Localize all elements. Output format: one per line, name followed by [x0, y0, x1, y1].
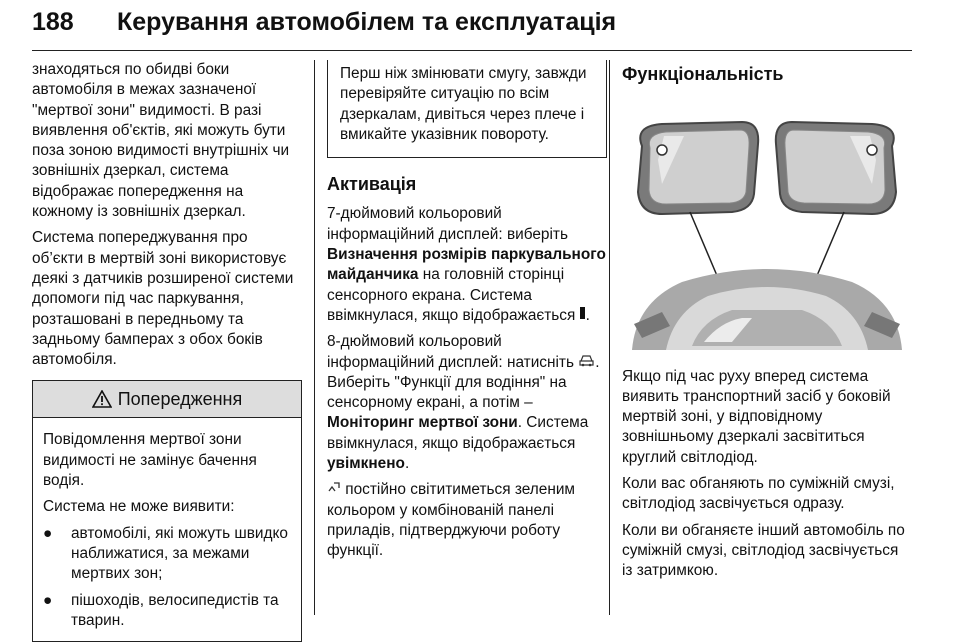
page-number: 188 [32, 8, 74, 36]
warning-triangle-icon [92, 390, 112, 408]
paragraph: Коли вас обганяють по суміжній смузі, світлодіод засвічується одразу. [622, 475, 895, 513]
warning-text: Повідомлення мертвої зони видимості не замінує бачення водія. [43, 431, 257, 490]
warning-header [33, 381, 301, 418]
bullet-icon: ● [43, 524, 53, 542]
paragraph: Система попереджування про об’єкти в мертвій зоні використовує деякі з датчиків розширеної системи допомоги під час паркування, розташовані в передньому та задньому бамперах з обох боків автомобіля. [32, 229, 294, 369]
section-title: Функціональність [622, 64, 784, 84]
column-1 [32, 60, 302, 642]
page-header [32, 4, 912, 51]
note-text: Перш ніж змінювати смугу, завжди перевіряйте ситуацію по всім дзеркалам, дивіться через плече і вмикайте указівник повороту. [340, 65, 587, 143]
warning-text: Система не може виявити: [43, 498, 235, 516]
list-item-text: автомобілі, які можуть швидко наближатися, за межами мертвих зон; [71, 524, 288, 583]
paragraph: 8-дюймовий кольоровий інформаційний дисплей: натисніть . Виберіть "Функції для водіння" на сенсорному екрані, а потім – Моніторинг мертвої зони. Система ввімкнулася, якщо відображається увімкнено. [327, 333, 600, 473]
note-box [327, 60, 607, 158]
warning-body [33, 418, 301, 641]
list-item-text: пішоходів, велосипедистів та тварин. [71, 591, 279, 629]
paragraph: знаходяться по обидві боки автомобіля в межах зазначеної "мертвої зони" видимості. В разі виявлення об'єктів, які можуть бути поза зоною видимості внутрішніх чи зовнішніх дзеркал, система відображає попередження на кожному із зовнішніх дзеркал. [32, 61, 290, 221]
list-item [43, 524, 291, 585]
column-3 [622, 60, 912, 588]
car-driving-icon [578, 353, 595, 367]
warning-box [32, 380, 302, 642]
paragraph: постійно світитиметься зеленим кольором у комбінованій панелі приладів, підтверджуючи роботу функції. [327, 481, 576, 560]
list-item [43, 591, 291, 632]
section-title: Активація [327, 174, 417, 195]
column-divider [314, 60, 315, 615]
paragraph: 7-дюймовий кольоровий інформаційний дисплей: виберіть Визначення розмірів паркувального майданчика на головній сторінці сенсорного екрана. Система ввімкнулася, якщо відображається . [327, 205, 606, 324]
blind-spot-indicator-icon [327, 480, 341, 494]
paragraph: Коли ви обганяєте інший автомобіль по суміжній смузі, світлодіод засвічується із затримкою. [622, 521, 905, 580]
bullet-icon: ● [43, 591, 53, 609]
side-mirror-illustration [622, 106, 912, 350]
warning-title: Попередження [117, 389, 243, 410]
column-2 [327, 60, 607, 568]
column-divider [609, 60, 610, 615]
page-title: Керування автомобілем та експлуатація [117, 8, 617, 36]
paragraph: Якщо під час руху вперед система виявить транспортний засіб у боковій мертвій зоні, у відповідному зовнішньому дзеркалі засвітиться круглий світлодіод. [622, 367, 891, 466]
